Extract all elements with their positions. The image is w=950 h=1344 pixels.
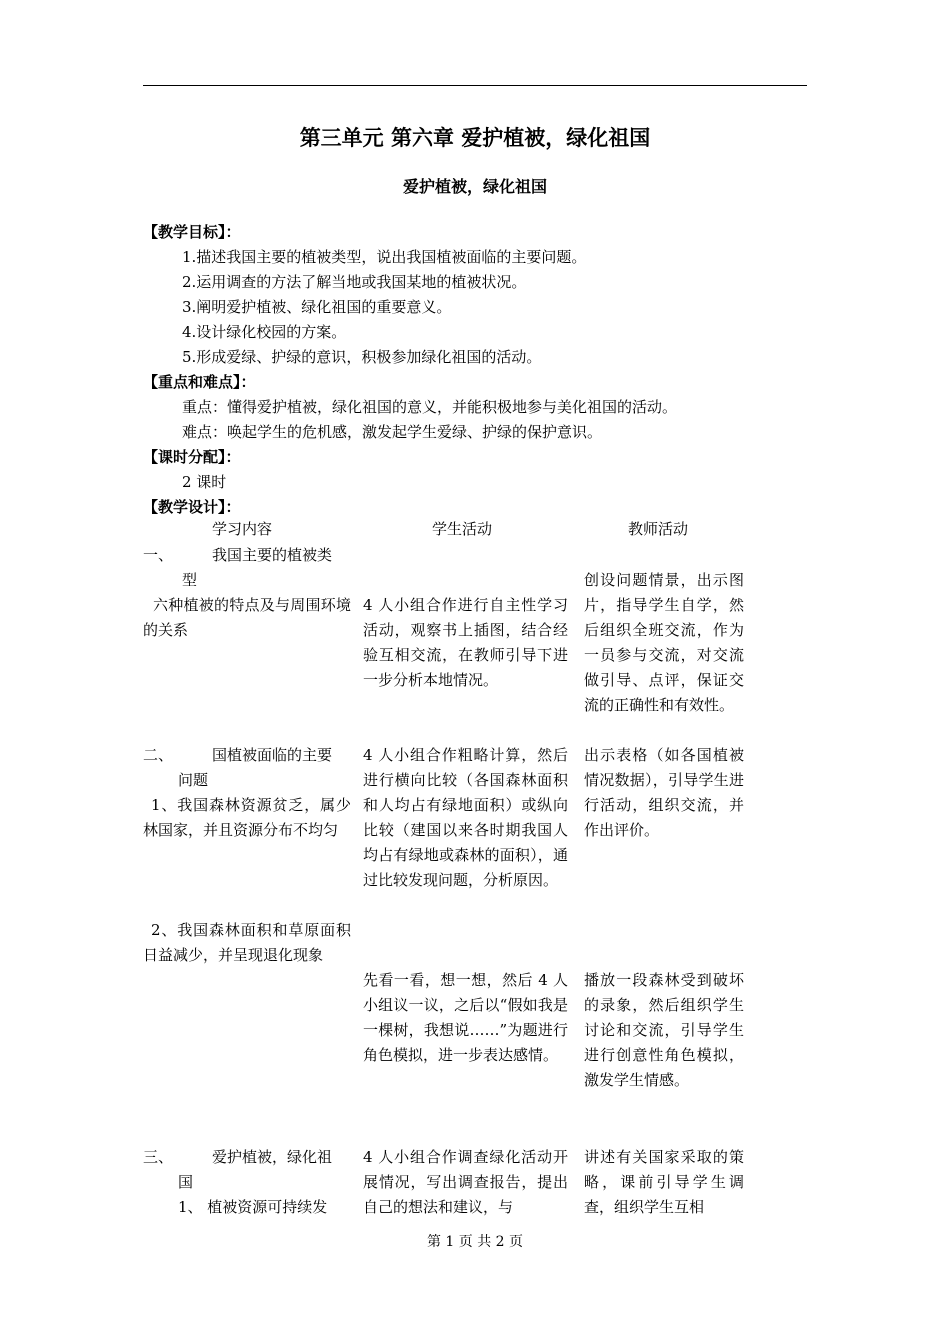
column-header-content: 学习内容 [212,520,273,538]
column-header-student: 学生活动 [432,520,493,538]
row3-content: 2、我国森林面积和草原面积日益减少，并呈现退化现象 [143,921,351,964]
section-hours-heading: 【课时分配】： [143,448,241,466]
row1-content: 六种植被的特点及与周围环境的关系 [143,596,351,639]
row4-number: 三、 [143,1148,174,1166]
column-header-teacher: 教师活动 [628,520,689,538]
row4-title-cont: 国 [178,1173,194,1191]
row2-student-activity: 4 人小组合作粗略计算，然后进行横向比较（各国森林面积和人均占有绿地面积）或纵向比较（建国以来各时期我国人均占有绿地或森林的面积），通过比较发现问题，分析原因。 [363,746,568,889]
goal-item: 3.阐明爱护植被、绿化祖国的重要意义。 [182,298,452,316]
row4-student-activity: 4 人小组合作调查绿化活动开展情况，写出调查报告，提出自己的想法和建议，与 [363,1148,568,1216]
goal-item: 2.运用调查的方法了解当地或我国某地的植被状况。 [182,273,527,291]
row1-title-cont: 型 [182,571,198,589]
goal-item: 5.形成爱绿、护绿的意识，积极参加绿化祖国的活动。 [182,348,542,366]
row1-title: 我国主要的植被类 [212,546,333,564]
header-rule [143,85,807,86]
row2-content: 1、我国森林资源贫乏，属少林国家，并且资源分布不均匀 [143,796,351,839]
section-goals-heading: 【教学目标】： [143,223,241,241]
row4-content: 1、 植被资源可持续发 [178,1198,328,1216]
key-point: 重点：懂得爱护植被，绿化祖国的意义，并能积极地参与美化祖国的活动。 [182,398,678,416]
goal-item: 1.描述我国主要的植被类型，说出我国植被面临的主要问题。 [182,248,587,266]
row2-title-cont: 问题 [178,771,209,789]
row1-teacher-activity: 创设问题情景，出示图片，指导学生自学，然后组织全班交流，作为一员参与交流，对交流做引导、点评，保证交流的正确性和有效性。 [584,571,744,714]
row3-teacher-activity: 播放一段森林受到破坏的录象，然后组织学生讨论和交流，引导学生进行创意性角色模拟，激发学生情感。 [584,971,744,1089]
row1-student-activity: 4 人小组合作进行自主性学习活动，观察书上插图，结合经验互相交流，在教师引导下进一步分析本地情况。 [363,596,568,689]
section-key-heading: 【重点和难点】： [143,373,256,391]
goal-item: 4.设计绿化校园的方案。 [182,323,347,341]
hours-value: 2 课时 [182,473,227,491]
row3-student-activity: 先看一看，想一想，然后 4 人小组议一议，之后以“假如我是一棵树，我想说……”为题进行角色模拟，进一步表达感情。 [363,971,568,1064]
row2-number: 二、 [143,746,174,764]
row4-teacher-activity: 讲述有关国家采取的策略，课前引导学生调查，组织学生互相 [584,1148,744,1216]
row1-number: 一、 [143,546,174,564]
difficult-point: 难点：唤起学生的危机感，激发起学生爱绿、护绿的保护意识。 [182,423,603,441]
document-subtitle: 爱护植被，绿化祖国 [402,177,547,196]
row4-title: 爱护植被，绿化祖 [212,1148,333,1166]
section-design-heading: 【教学设计】： [143,498,241,516]
row2-title: 国植被面临的主要 [212,746,333,764]
row2-teacher-activity: 出示表格（如各国植被情况数据），引导学生进行活动，组织交流，并作出评价。 [584,746,744,839]
document-title: 第三单元 第六章 爱护植被，绿化祖国 [299,125,651,150]
page-footer: 第 1 页 共 2 页 [426,1234,524,1250]
